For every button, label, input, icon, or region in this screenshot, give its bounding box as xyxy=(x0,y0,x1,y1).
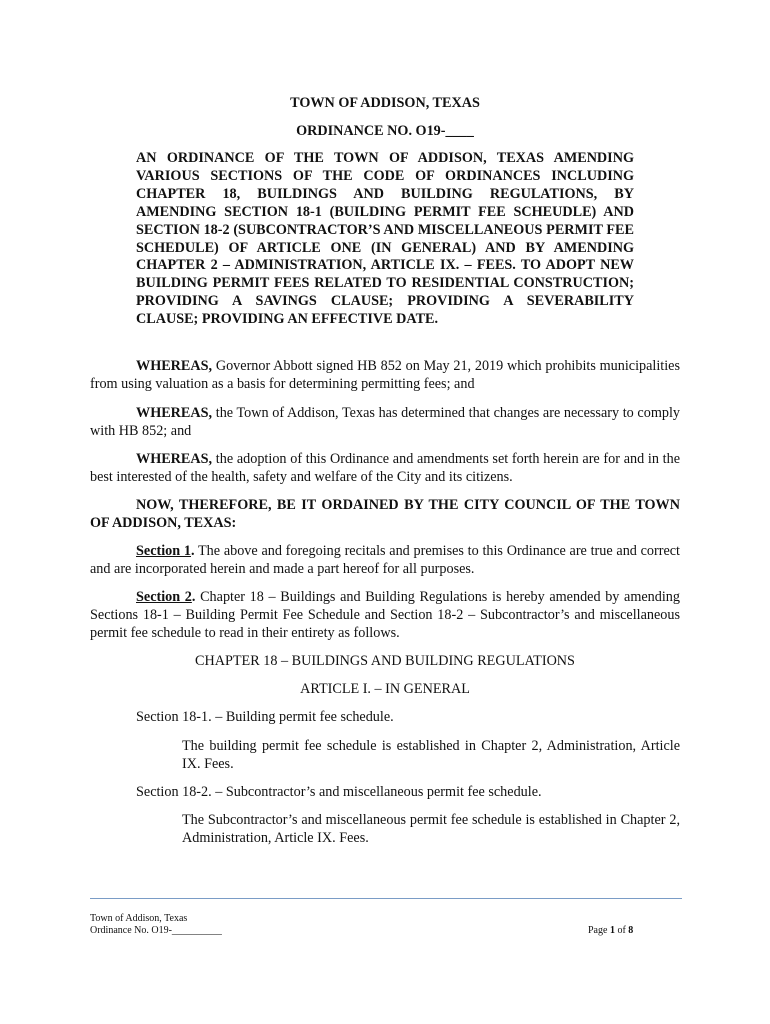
whereas-paragraph-2 xyxy=(90,404,680,440)
footer-ordinance: Ordinance No. O19-__________ xyxy=(90,925,222,936)
footer-town: Town of Addison, Texas xyxy=(90,913,188,924)
section-18-2-heading: Section 18-2. – Subcontractor’s and miscellaneous permit fee schedule. xyxy=(136,784,542,800)
section-label: Section 1 xyxy=(136,543,191,559)
section-label: Section 2 xyxy=(136,589,192,605)
page-prefix: Page xyxy=(588,925,610,936)
document-title: TOWN OF ADDISON, TEXAS xyxy=(290,95,480,111)
whereas-text: the adoption of this Ordinance and amendments set forth herein are for and in the best interested of the health, safety and welfare of the City and its citizens. xyxy=(90,451,680,485)
section-text: The above and foregoing recitals and premises to this Ordinance are true and correct and are incorporated herein and made a part hereof for all purposes. xyxy=(90,543,680,577)
whereas-lead: WHEREAS, xyxy=(136,451,213,467)
section-text: Chapter 18 – Buildings and Building Regulations is hereby amended by amending Sections 18-1 – Building Permit Fee Schedule and Section 18-2 – Subcontractor’s and miscellaneous permit fee schedule to read in their entirety as follows. xyxy=(90,589,680,641)
whereas-text: the Town of Addison, Texas has determined that changes are necessary to comply with HB 852; and xyxy=(90,405,680,439)
section-1-paragraph xyxy=(90,542,680,578)
ordinance-caption: AN ORDINANCE OF THE TOWN OF ADDISON, TEXAS AMENDING VARIOUS SECTIONS OF THE CODE OF ORDINANCES INCLUDING CHAPTER 18, BUILDINGS AND BUILDING REGULATIONS, BY AMENDING SECTION 18-1 (BUILDING PERMIT FEE SCHEUDLE) AND SECTION 18-2 (SUBCONTRACTOR’S AND MISCELLANEOUS PERMIT FEE SCHEDULE) OF ARTICLE ONE (IN GENERAL) AND BY AMENDING CHAPTER 2 – ADMINISTRATION, ARTICLE IX. – FEES. TO ADOPT NEW BUILDING PERMIT FEES RELATED TO RESIDENTIAL CONSTRUCTION; PROVIDING A SAVINGS CLAUSE; PROVIDING A SEVERABILITY CLAUSE; PROVIDING AN EFFECTIVE DATE. xyxy=(136,150,634,328)
section-18-2-body: The Subcontractor’s and miscellaneous permit fee schedule is established in Chapter 2, Administration, Article IX. Fees. xyxy=(182,812,680,846)
page-total: 8 xyxy=(628,925,634,936)
article-title: ARTICLE I. – IN GENERAL xyxy=(300,681,470,697)
section-2-paragraph xyxy=(90,588,680,642)
whereas-text: Governor Abbott signed HB 852 on May 21, 2019 which prohibits municipalities from using valuation as a basis for determining permitting fees; and xyxy=(90,358,680,392)
ordained-clause: NOW, THEREFORE, BE IT ORDAINED BY THE CITY COUNCIL OF THE TOWN OF ADDISON, TEXAS: xyxy=(90,497,680,531)
whereas-paragraph-3 xyxy=(90,450,680,486)
whereas-paragraph-1 xyxy=(90,357,680,393)
whereas-lead: WHEREAS, xyxy=(136,405,213,421)
section-label-punct: . xyxy=(191,589,196,605)
section-18-1-heading: Section 18-1. – Building permit fee schedule. xyxy=(136,709,394,725)
page-indicator xyxy=(588,925,633,937)
ordinance-number: ORDINANCE NO. O19-____ xyxy=(296,123,474,139)
page-of: of xyxy=(614,925,629,936)
footer-divider xyxy=(90,898,682,899)
whereas-lead: WHEREAS, xyxy=(136,358,213,374)
section-18-1-body: The building permit fee schedule is established in Chapter 2, Administration, Article IX. Fees. xyxy=(182,738,680,772)
chapter-title: CHAPTER 18 – BUILDINGS AND BUILDING REGULATIONS xyxy=(195,653,575,669)
section-label-punct: . xyxy=(190,543,195,559)
page-current: 1 xyxy=(609,925,615,936)
